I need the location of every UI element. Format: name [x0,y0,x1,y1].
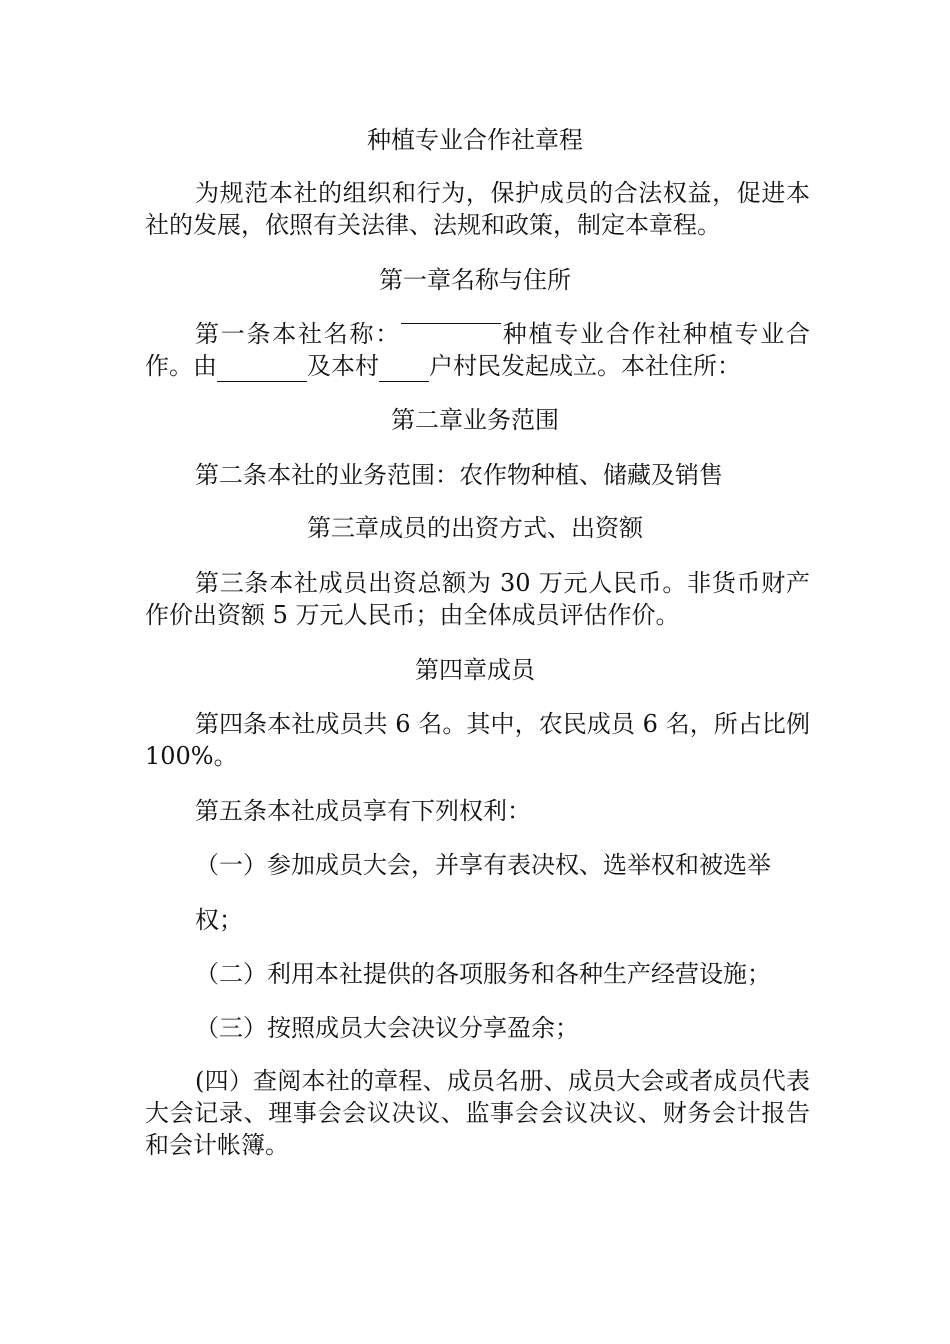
chapter-2-heading: 第二章业务范围 [391,406,559,434]
name-blank-line [401,323,501,350]
article-5-paragraph: 第五条本社成员享有下列权利： [195,797,531,825]
document-title: 种植专业合作社章程 [367,126,583,154]
article-1-part-b: 种植专业合作社种植专业合作。由 [145,320,810,380]
chapter-3-heading: 第三章成员的出资方式、出资额 [307,514,643,542]
article-1-part-d: 户村民发起成立。本社住所： [429,352,741,380]
article-1-part-a: 第一条本社名称： [195,320,401,348]
right-3-line: （三）按照成员大会决议分享盈余； [195,1014,579,1042]
article-3-paragraph: 第三条本社成员出资总额为 30 万元人民币。非货币财产作价出资额 5 万元人民币；由全体成员评估作价。 [145,569,810,629]
chapter-4-heading: 第四章成员 [415,656,535,684]
right-2-line: （二）利用本社提供的各项服务和各种生产经营设施； [195,960,771,988]
article-2-paragraph: 第二条本社的业务范围：农作物种植、储藏及销售 [195,461,723,489]
article-1-part-c: 及本村 [307,352,379,380]
article-4-paragraph: 第四条本社成员共 6 名。其中，农民成员 6 名，所占比例 100%。 [145,710,810,770]
household-count-blank-line [379,355,429,382]
right-1-line-1: （一）参加成员大会，并享有表决权、选举权和被选举 [195,851,771,879]
preamble-paragraph: 为规范本社的组织和行为，保护成员的合法权益，促进本社的发展，依照有关法律、法规和政策，制定本章程。 [145,179,810,239]
founder-blank-line [217,355,307,382]
right-4-paragraph: (四）查阅本社的章程、成员名册、成员大会或者成员代表大会记录、理事会会议决议、监事会会议决议、财务会计报告和会计帐簿。 [145,1067,810,1159]
right-1-line-2: 权； [195,906,243,934]
chapter-1-heading: 第一章名称与住所 [379,266,571,294]
article-1-paragraph [145,318,810,382]
